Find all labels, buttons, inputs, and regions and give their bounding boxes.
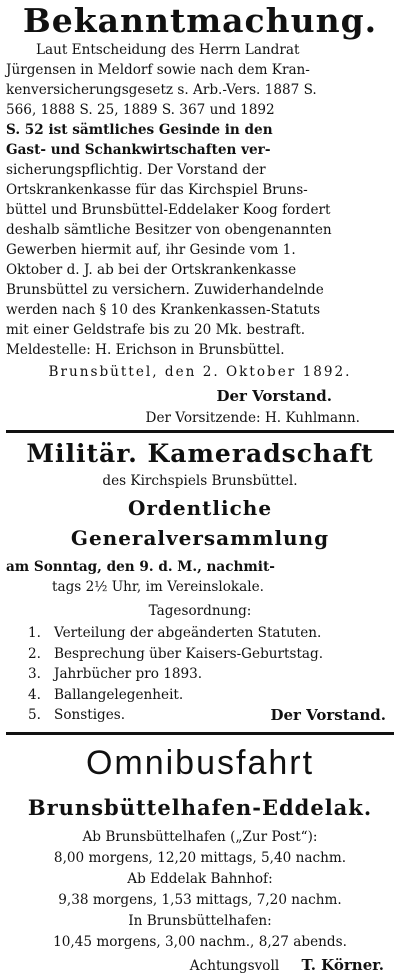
notice-line: deshalb sämtliche Besitzer von obengenannten bbox=[6, 222, 332, 238]
section-divider bbox=[6, 430, 394, 433]
bus-times: 10,45 morgens, 3,00 nachm., 8,27 abends. bbox=[53, 933, 347, 950]
notice-line: kenversicherungsgesetz s. Arb.-Vers. 1887 S. bbox=[6, 82, 317, 98]
notice-line: mit einer Geldstrafe bis zu 20 Mk. bestraft. bbox=[6, 322, 306, 338]
notice-line: büttel und Brunsbüttel-Eddelaker Koog fordert bbox=[6, 202, 331, 218]
agenda-item: 3. Jahrbücher pro 1893. bbox=[28, 666, 203, 682]
agenda-title: Tagesordnung: bbox=[148, 603, 252, 619]
bus-times: 9,38 morgens, 1,53 mittags, 7,20 nachm. bbox=[58, 891, 342, 908]
notice-date-line: Brunsbüttel, den 2. Oktober 1892. bbox=[48, 364, 352, 380]
bus-departure-label: Ab Eddelak Bahnhof: bbox=[127, 870, 273, 887]
notice-line: 566, 1888 S. 25, 1889 S. 367 und 1892 bbox=[6, 102, 275, 118]
military-when-line: tags 2½ Uhr, im Vereinslokale. bbox=[52, 579, 264, 595]
notice-signature: Der Vorstand. bbox=[216, 387, 332, 405]
military-when bbox=[6, 557, 394, 597]
section-divider bbox=[6, 732, 394, 735]
military-signature: Der Vorstand. bbox=[270, 706, 386, 724]
bus-closing bbox=[6, 955, 394, 976]
notice-military bbox=[6, 437, 394, 735]
notice-line: Gast- und Schankwirtschaften ver- bbox=[6, 142, 271, 158]
military-title: Militär. Kameradschaft bbox=[26, 439, 374, 468]
notice-line: Gewerben hiermit auf, ihr Gesinde vom 1. bbox=[6, 242, 296, 258]
notice-line: Laut Entscheidung des Herrn Landrat bbox=[36, 42, 300, 58]
agenda-item: 5. Sonstiges. Der Vorstand. bbox=[28, 706, 386, 724]
notice-line: Oktober d. J. ab bei der Ortskrankenkasse bbox=[6, 262, 297, 278]
bus-departure-label: Ab Brunsbüttelhafen („Zur Post“): bbox=[82, 828, 318, 845]
notice-body bbox=[6, 40, 394, 360]
notice-omnibus bbox=[6, 741, 394, 976]
notice-title: Bekanntmachung. bbox=[22, 1, 378, 40]
bus-arrival-label: In Brunsbüttelhafen: bbox=[128, 912, 272, 929]
notice-line: S. 52 ist sämtliches Gesinde in den bbox=[6, 122, 273, 138]
agenda-item: 2. Besprechung über Kaisers-Geburtstag. bbox=[28, 645, 324, 662]
notice-line: werden nach § 10 des Krankenkassen-Statuts bbox=[6, 302, 321, 318]
bus-signature: T. Körner. bbox=[301, 955, 384, 974]
notice-line: Brunsbüttel zu versichern. Zuwiderhandelnde bbox=[6, 282, 324, 298]
notice-line: Ortskrankenkasse für das Kirchspiel Bruns- bbox=[6, 182, 308, 198]
bus-route: Brunsbüttelhafen-Eddelak. bbox=[27, 794, 373, 820]
bus-schedule bbox=[6, 827, 394, 953]
notice-line: Meldestelle: H. Erichson in Brunsbüttel. bbox=[6, 342, 285, 358]
agenda-item: 1. Verteilung der abgeänderten Statuten. bbox=[28, 625, 322, 641]
bus-times: 8,00 morgens, 12,20 mittags, 5,40 nachm. bbox=[53, 849, 347, 866]
notice-announcement bbox=[6, 0, 394, 433]
agenda-list bbox=[6, 623, 394, 726]
agenda-item: 4. Ballangelegenheit. bbox=[28, 686, 184, 703]
notice-line: sicherungspflichtig. Der Vorstand der bbox=[6, 162, 266, 178]
military-when-line: am Sonntag, den 9. d. M., nachmit- bbox=[6, 559, 275, 575]
bus-title: Omnibusfahrt bbox=[85, 743, 315, 782]
notice-chairman: Der Vorsitzende: H. Kuhlmann. bbox=[145, 410, 360, 426]
military-meeting-title: Ordentliche Generalversammlung bbox=[70, 496, 330, 550]
military-subtitle: des Kirchspiels Brunsbüttel. bbox=[102, 473, 298, 489]
notice-line: Jürgensen in Meldorf sowie nach dem Kran- bbox=[6, 62, 310, 78]
bus-closing-text: Achtungsvoll bbox=[189, 957, 280, 974]
